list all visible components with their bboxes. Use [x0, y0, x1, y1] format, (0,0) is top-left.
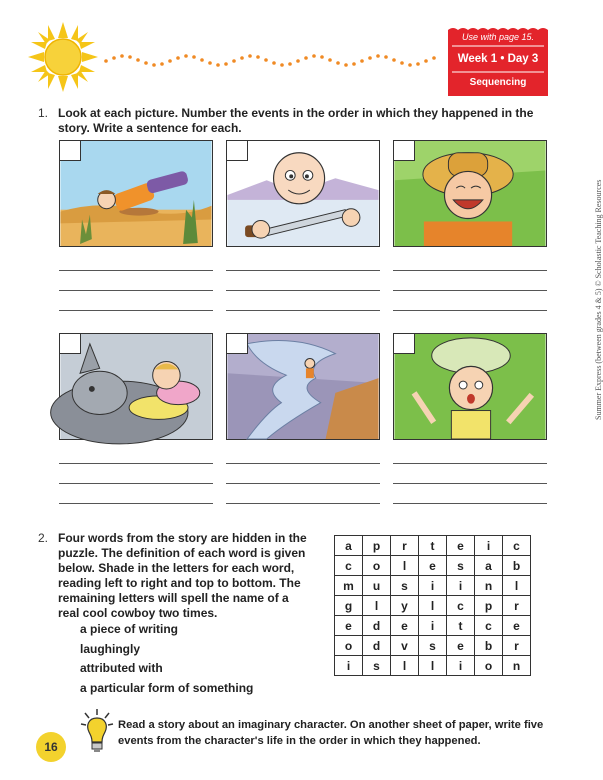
grid-cell[interactable]: t: [447, 616, 475, 636]
grid-cell[interactable]: e: [447, 636, 475, 656]
grid-row: [335, 656, 531, 676]
tip-text: [118, 717, 558, 749]
grid-cell[interactable]: a: [475, 556, 503, 576]
grid-cell[interactable]: l: [391, 556, 419, 576]
question-1-text: Look at each picture. Number the events in the order in which they happened in the story. Write a sentence for each.: [58, 106, 534, 135]
writing-line[interactable]: [393, 310, 547, 311]
grid-cell[interactable]: a: [335, 536, 363, 556]
definition-item: laughingly: [80, 642, 140, 656]
writing-line[interactable]: [226, 483, 380, 484]
grid-cell[interactable]: s: [391, 576, 419, 596]
writing-line[interactable]: [393, 290, 547, 291]
grid-cell[interactable]: l: [363, 596, 391, 616]
question-2-line: puzzle. The definition of each word is given: [58, 546, 306, 560]
writing-line[interactable]: [393, 503, 547, 504]
cowboy-laughing-illustration: [394, 141, 546, 246]
grid-cell[interactable]: r: [503, 636, 531, 656]
grid-cell[interactable]: l: [391, 656, 419, 676]
grid-cell[interactable]: i: [419, 616, 447, 636]
grid-cell[interactable]: m: [335, 576, 363, 596]
writing-line[interactable]: [59, 463, 213, 464]
sun-icon: [28, 22, 98, 92]
skill-label: Sequencing: [469, 77, 527, 88]
copyright-text: Summer Express (between grades 4 & 5) © Scholastic Teaching Resources: [594, 179, 603, 420]
writing-line[interactable]: [393, 463, 547, 464]
grid-row: [335, 536, 531, 556]
question-1-number: 1.: [38, 106, 49, 120]
grid-cell[interactable]: y: [391, 596, 419, 616]
lightbulb-icon: [80, 708, 114, 754]
grid-cell[interactable]: e: [335, 616, 363, 636]
question-2-text: [58, 531, 328, 621]
grid-cell[interactable]: i: [447, 656, 475, 676]
question-2-number: 2.: [38, 531, 49, 545]
baby-knife-illustration: [227, 141, 379, 246]
decorative-dot-wave: [100, 50, 440, 72]
writing-line[interactable]: [226, 290, 380, 291]
picture-riding-tornado: [226, 333, 380, 440]
writing-line[interactable]: [59, 290, 213, 291]
question-2-line: below. Shade in the letters for each word,: [58, 561, 295, 575]
grid-cell[interactable]: l: [419, 596, 447, 616]
writing-line[interactable]: [226, 463, 380, 464]
boy-falling-illustration: [60, 141, 212, 246]
number-box-2[interactable]: [226, 140, 248, 161]
grid-row: [335, 576, 531, 596]
writing-line[interactable]: [226, 270, 380, 271]
grid-cell[interactable]: b: [503, 556, 531, 576]
grid-cell[interactable]: e: [503, 616, 531, 636]
grid-cell[interactable]: s: [447, 556, 475, 576]
grid-cell[interactable]: o: [475, 656, 503, 676]
grid-cell[interactable]: s: [419, 636, 447, 656]
grid-cell[interactable]: l: [419, 656, 447, 676]
definition-item: attributed with: [80, 661, 163, 675]
grid-cell[interactable]: o: [363, 556, 391, 576]
grid-cell[interactable]: g: [335, 596, 363, 616]
grid-cell[interactable]: l: [503, 576, 531, 596]
definition-item: a particular form of something: [80, 681, 254, 695]
writing-line[interactable]: [59, 310, 213, 311]
picture-surprised-boy: [393, 333, 547, 440]
grid-cell[interactable]: b: [475, 636, 503, 656]
question-2-line: reading left to right and top to bottom. The: [58, 576, 301, 590]
grid-cell[interactable]: e: [447, 536, 475, 556]
picture-baby-knife: [226, 140, 380, 247]
grid-cell[interactable]: s: [363, 656, 391, 676]
copyright-credit: [584, 160, 603, 420]
grid-cell[interactable]: c: [475, 616, 503, 636]
grid-row: [335, 616, 531, 636]
grid-cell[interactable]: e: [419, 556, 447, 576]
grid-cell[interactable]: c: [503, 536, 531, 556]
grid-cell[interactable]: d: [363, 616, 391, 636]
riding-tornado-illustration: [227, 334, 379, 439]
surprised-boy-illustration: [394, 334, 546, 439]
grid-cell[interactable]: i: [447, 576, 475, 596]
grid-cell[interactable]: r: [503, 596, 531, 616]
writing-line[interactable]: [393, 270, 547, 271]
number-box-4[interactable]: [59, 333, 81, 354]
picture-boy-falling: [59, 140, 213, 247]
grid-cell[interactable]: p: [363, 536, 391, 556]
question-2-line: real cool cowboy two times.: [58, 606, 218, 620]
writing-line[interactable]: [226, 503, 380, 504]
question-2-line: Four words from the story are hidden in the: [58, 531, 307, 545]
grid-cell[interactable]: e: [391, 616, 419, 636]
question-2-line: remaining letters will spell the name of a: [58, 591, 289, 605]
grid-cell[interactable]: v: [391, 636, 419, 656]
week-day-label: Week 1 • Day 3: [457, 53, 539, 65]
number-box-5[interactable]: [226, 333, 248, 354]
number-box-3[interactable]: [393, 140, 415, 161]
grid-cell[interactable]: t: [419, 536, 447, 556]
grid-row: [335, 596, 531, 616]
picture-cowboy-laughing: [393, 140, 547, 247]
grid-cell[interactable]: r: [391, 536, 419, 556]
grid-row: [335, 636, 531, 656]
grid-row: [335, 556, 531, 576]
writing-line[interactable]: [59, 503, 213, 504]
grid-cell[interactable]: d: [363, 636, 391, 656]
grid-cell[interactable]: p: [475, 596, 503, 616]
grid-cell[interactable]: u: [363, 576, 391, 596]
page-number: 16: [36, 732, 66, 762]
grid-cell[interactable]: i: [335, 656, 363, 676]
grid-cell[interactable]: n: [503, 656, 531, 676]
use-with-page-label: Use with page 15.: [461, 32, 535, 42]
writing-line[interactable]: [226, 310, 380, 311]
grid-cell[interactable]: i: [475, 536, 503, 556]
baby-coyote-illustration: [60, 334, 212, 439]
grid-cell[interactable]: c: [447, 596, 475, 616]
tip-line: events from the character's life in the order in which they happened.: [118, 735, 481, 747]
writing-line[interactable]: [59, 483, 213, 484]
number-box-6[interactable]: [393, 333, 415, 354]
writing-line[interactable]: [393, 483, 547, 484]
number-box-1[interactable]: [59, 140, 81, 161]
word-search-grid: [334, 535, 531, 676]
picture-baby-coyote: [59, 333, 213, 440]
grid-cell[interactable]: c: [335, 556, 363, 576]
writing-line[interactable]: [59, 270, 213, 271]
definition-item: a piece of writing: [80, 622, 179, 636]
grid-cell[interactable]: o: [335, 636, 363, 656]
lesson-tag: [448, 26, 548, 96]
grid-cell[interactable]: i: [419, 576, 447, 596]
grid-cell[interactable]: n: [475, 576, 503, 596]
tip-line: Read a story about an imaginary character. On another sheet of paper, write five: [118, 719, 544, 731]
